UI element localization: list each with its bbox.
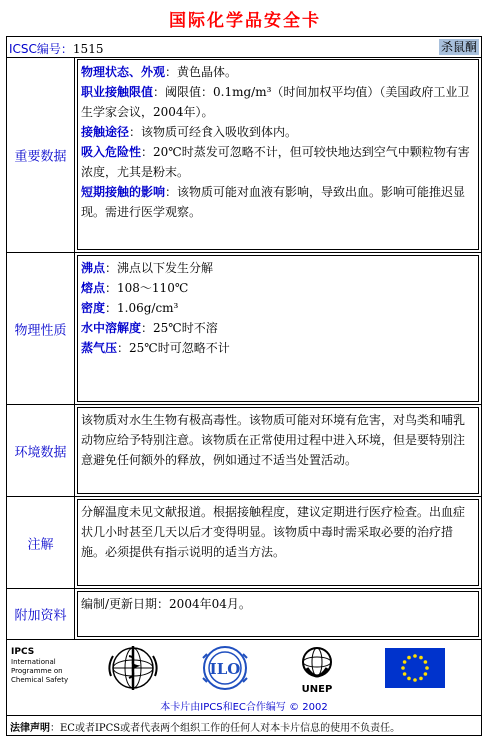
section-heading-cell — [7, 589, 75, 639]
section-important — [6, 57, 482, 253]
legal-label: 法律声明 — [10, 723, 50, 734]
field-vapour-pressure — [81, 338, 475, 358]
field-value: ：该物质可经食入吸收到体内。 — [129, 125, 298, 139]
credit-line: 本卡片由IPCS和EC合作编写 © 2002 — [160, 702, 328, 713]
field-value: ：25℃时不溶 — [141, 321, 218, 335]
field-key: 沸点 — [81, 261, 106, 275]
unep-label: UNEP — [301, 684, 333, 694]
field-key: 水中溶解度 — [81, 321, 142, 335]
ipcs-line: Programme on — [11, 667, 63, 675]
legal-notice — [6, 716, 482, 736]
field-key: 职业接触限值 — [81, 85, 154, 99]
section-additional — [6, 589, 482, 640]
section-heading-cell — [7, 405, 75, 496]
svg-text:ILO: ILO — [209, 660, 241, 678]
ipcs-line: Chemical Safety — [11, 676, 69, 684]
section-body — [77, 255, 479, 402]
field-value: ：黄色晶体。 — [165, 65, 238, 79]
icsc-label — [9, 40, 103, 57]
footer-logos — [6, 640, 482, 716]
field-key: 物理状态、外观 — [81, 65, 166, 79]
field-key: 短期接触的影响 — [81, 185, 166, 199]
environment-text: 该物质对水生生物有极高毒性。该物质可能对环境有危害，对鸟类和哺乳动物应给予特别注意。该物质在正常使用过程中进入环境，但是要特别注意避免任何额外的释放，例如通过不适当处置活动。 — [81, 413, 466, 467]
ipcs-line: International — [11, 658, 56, 666]
field-value: ：沸点以下发生分解 — [105, 261, 214, 275]
card-title: 国际化学品安全卡 — [169, 11, 321, 31]
icsc-number: 1515 — [72, 42, 104, 56]
section-heading-cell — [7, 57, 75, 252]
field-density — [81, 298, 475, 318]
icsc-label-text: ICSC编号： — [9, 42, 73, 56]
section-physical — [6, 253, 482, 405]
section-body — [77, 59, 479, 250]
section-heading: 环境数据 — [14, 445, 67, 460]
field-boiling-point — [81, 258, 475, 278]
section-heading-cell — [7, 497, 75, 588]
field-value: ：25℃时可忽略不计 — [117, 341, 230, 355]
eu-flag-icon — [385, 648, 445, 688]
field-short-term — [81, 182, 475, 222]
notes-text: 分解温度未见文献报道。根据接触程度，建议定期进行医疗检查。出血症状几小时甚至几天以后才变得明显。该物质中毒时需采取必要的治疗措施。必须提供有指示说明的适当方法。 — [81, 505, 466, 559]
additional-text: 编制/更新日期：2004年04月。 — [81, 597, 251, 611]
field-value: ：1.06g/cm³ — [105, 301, 179, 315]
field-value: ：该物质可能对血液有影响，导致出血。影响可能推迟显现。需进行医学观察。 — [81, 185, 466, 219]
field-value: ：阈限值：0.1mg/m³（时间加权平均值）（美国政府工业卫生学家会议，2004年）。 — [81, 85, 470, 119]
field-appearance — [81, 62, 475, 82]
field-key: 密度 — [81, 301, 106, 315]
section-body — [77, 591, 479, 637]
field-exposure-limit — [81, 82, 475, 122]
ipcs-title: IPCS — [11, 647, 35, 657]
section-heading: 重要数据 — [14, 149, 67, 164]
field-value: ：20℃时蒸发可忽略不计，但可较快地达到空气中颗粒物有害浓度，尤其是粉末。 — [81, 145, 470, 179]
section-environment — [6, 405, 482, 497]
unep-emblem-icon — [289, 644, 345, 694]
section-heading: 附加资料 — [14, 608, 67, 624]
chemical-name: 杀鼠酮 — [440, 40, 477, 54]
field-solubility — [81, 318, 475, 338]
section-heading-cell — [7, 253, 75, 404]
section-body — [77, 499, 479, 586]
field-inhalation — [81, 142, 475, 182]
section-body — [77, 407, 479, 494]
field-key: 接触途径 — [81, 125, 130, 139]
legal-text: ：EC或者IPCS或者代表两个组织工作的任何人对本卡片信息的使用不负责任。 — [50, 723, 401, 734]
ipcs-logo-text — [11, 648, 68, 685]
field-value: ：108～110℃ — [105, 281, 189, 295]
field-key: 吸入危险性 — [81, 145, 142, 159]
who-emblem-icon — [105, 644, 161, 694]
ilo-emblem-icon — [197, 644, 253, 694]
section-notes — [6, 497, 482, 589]
field-key: 蒸气压 — [81, 341, 118, 355]
icsc-bar — [6, 36, 482, 58]
field-key: 熔点 — [81, 281, 106, 295]
field-route — [81, 122, 475, 142]
section-heading: 注解 — [27, 537, 54, 552]
section-heading: 物理性质 — [14, 323, 67, 338]
field-melting-point — [81, 278, 475, 298]
